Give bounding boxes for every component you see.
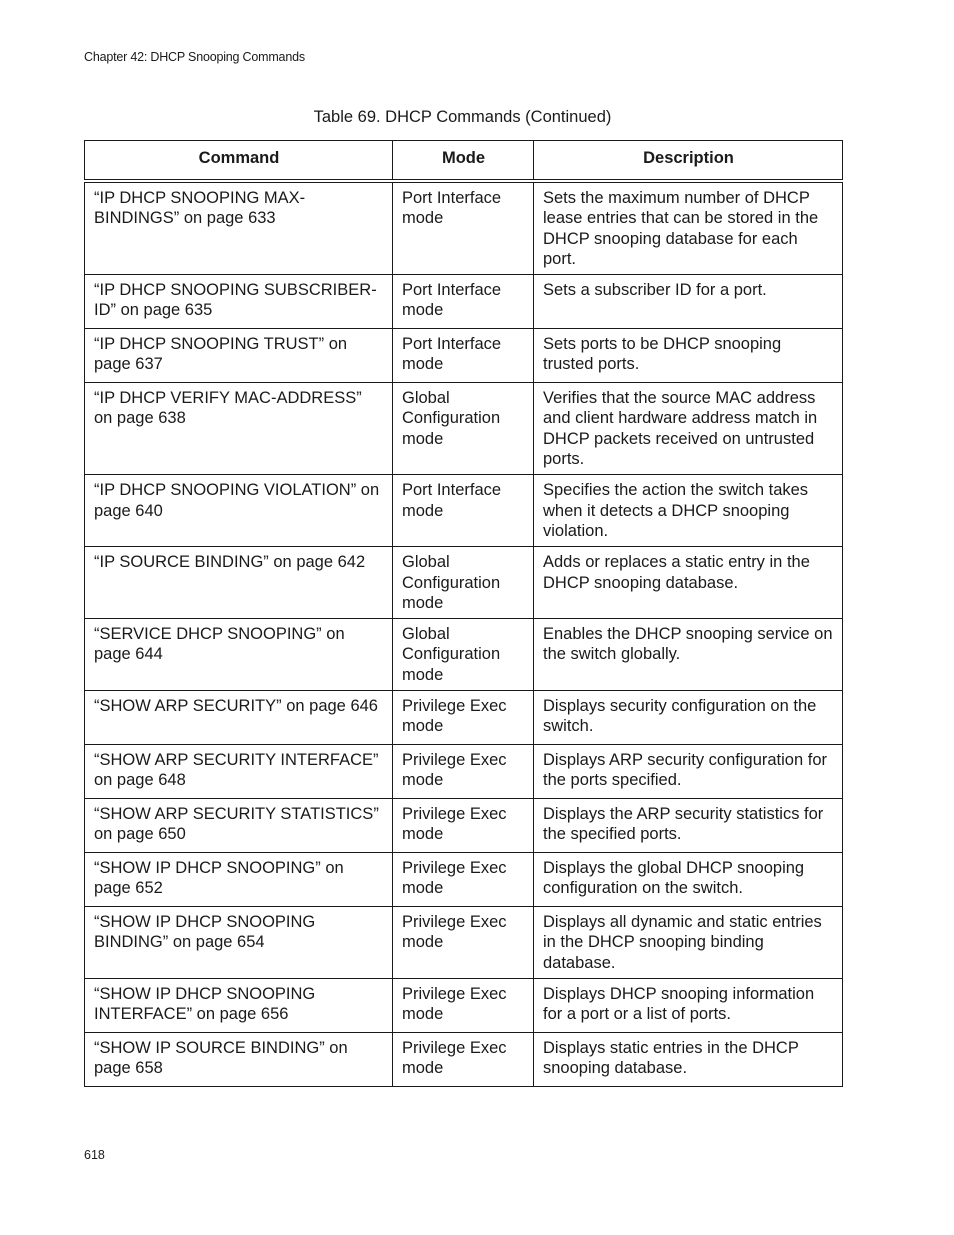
mode-cell: Global Configuration mode [393, 547, 534, 619]
table-row [85, 329, 843, 383]
description-cell: Sets ports to be DHCP snooping trusted ports. [534, 329, 843, 383]
column-header-command: Command [85, 141, 393, 182]
description-cell: Displays security configuration on the switch. [534, 691, 843, 745]
command-cell: “IP DHCP SNOOPING MAX-BINDINGS” on page 633 [85, 181, 393, 275]
table-row [85, 1032, 843, 1086]
table-row [85, 853, 843, 907]
table-row [85, 275, 843, 329]
description-cell: Sets a subscriber ID for a port. [534, 275, 843, 329]
mode-cell: Privilege Exec mode [393, 978, 534, 1032]
command-cell: “IP DHCP VERIFY MAC-ADDRESS” on page 638 [85, 383, 393, 475]
command-cell: “IP SOURCE BINDING” on page 642 [85, 547, 393, 619]
running-header: Chapter 42: DHCP Snooping Commands [84, 50, 305, 64]
page-number: 618 [84, 1148, 105, 1162]
table-row [85, 745, 843, 799]
table-row [85, 475, 843, 547]
description-cell: Displays all dynamic and static entries in the DHCP snooping binding database. [534, 907, 843, 979]
description-cell: Displays the ARP security statistics for the specified ports. [534, 799, 843, 853]
mode-cell: Privilege Exec mode [393, 1032, 534, 1086]
description-cell: Verifies that the source MAC address and client hardware address match in DHCP packets received on untrusted ports. [534, 383, 843, 475]
mode-cell: Port Interface mode [393, 329, 534, 383]
mode-cell: Port Interface mode [393, 475, 534, 547]
mode-cell: Port Interface mode [393, 181, 534, 275]
table-row [85, 978, 843, 1032]
description-cell: Specifies the action the switch takes when it detects a DHCP snooping violation. [534, 475, 843, 547]
mode-cell: Port Interface mode [393, 275, 534, 329]
description-cell: Displays ARP security configuration for the ports specified. [534, 745, 843, 799]
command-cell: “SHOW IP SOURCE BINDING” on page 658 [85, 1032, 393, 1086]
command-cell: “SHOW ARP SECURITY STATISTICS” on page 650 [85, 799, 393, 853]
mode-cell: Privilege Exec mode [393, 691, 534, 745]
mode-cell: Global Configuration mode [393, 619, 534, 691]
command-cell: “IP DHCP SNOOPING TRUST” on page 637 [85, 329, 393, 383]
description-cell: Sets the maximum number of DHCP lease entries that can be stored in the DHCP snooping database for each port. [534, 181, 843, 275]
table-row [85, 383, 843, 475]
mode-cell: Privilege Exec mode [393, 853, 534, 907]
table-row [85, 799, 843, 853]
description-cell: Displays the global DHCP snooping configuration on the switch. [534, 853, 843, 907]
table-row [85, 181, 843, 275]
description-cell: Adds or replaces a static entry in the DHCP snooping database. [534, 547, 843, 619]
table-header-row [85, 141, 843, 182]
description-cell: Displays DHCP snooping information for a port or a list of ports. [534, 978, 843, 1032]
table-row [85, 619, 843, 691]
dhcp-commands-table [84, 140, 843, 1087]
mode-cell: Privilege Exec mode [393, 745, 534, 799]
mode-cell: Privilege Exec mode [393, 907, 534, 979]
command-cell: “SHOW IP DHCP SNOOPING” on page 652 [85, 853, 393, 907]
table-caption: Table 69. DHCP Commands (Continued) [313, 108, 612, 126]
column-header-description: Description [534, 141, 843, 182]
command-cell: “SHOW IP DHCP SNOOPING BINDING” on page 654 [85, 907, 393, 979]
command-cell: “SERVICE DHCP SNOOPING” on page 644 [85, 619, 393, 691]
table-row [85, 547, 843, 619]
mode-cell: Global Configuration mode [393, 383, 534, 475]
command-cell: “IP DHCP SNOOPING SUBSCRIBER-ID” on page 635 [85, 275, 393, 329]
table-row [85, 907, 843, 979]
description-cell: Displays static entries in the DHCP snooping database. [534, 1032, 843, 1086]
column-header-mode: Mode [393, 141, 534, 182]
description-cell: Enables the DHCP snooping service on the switch globally. [534, 619, 843, 691]
command-cell: “IP DHCP SNOOPING VIOLATION” on page 640 [85, 475, 393, 547]
command-cell: “SHOW IP DHCP SNOOPING INTERFACE” on page 656 [85, 978, 393, 1032]
table-row [85, 691, 843, 745]
mode-cell: Privilege Exec mode [393, 799, 534, 853]
command-cell: “SHOW ARP SECURITY” on page 646 [85, 691, 393, 745]
command-cell: “SHOW ARP SECURITY INTERFACE” on page 648 [85, 745, 393, 799]
